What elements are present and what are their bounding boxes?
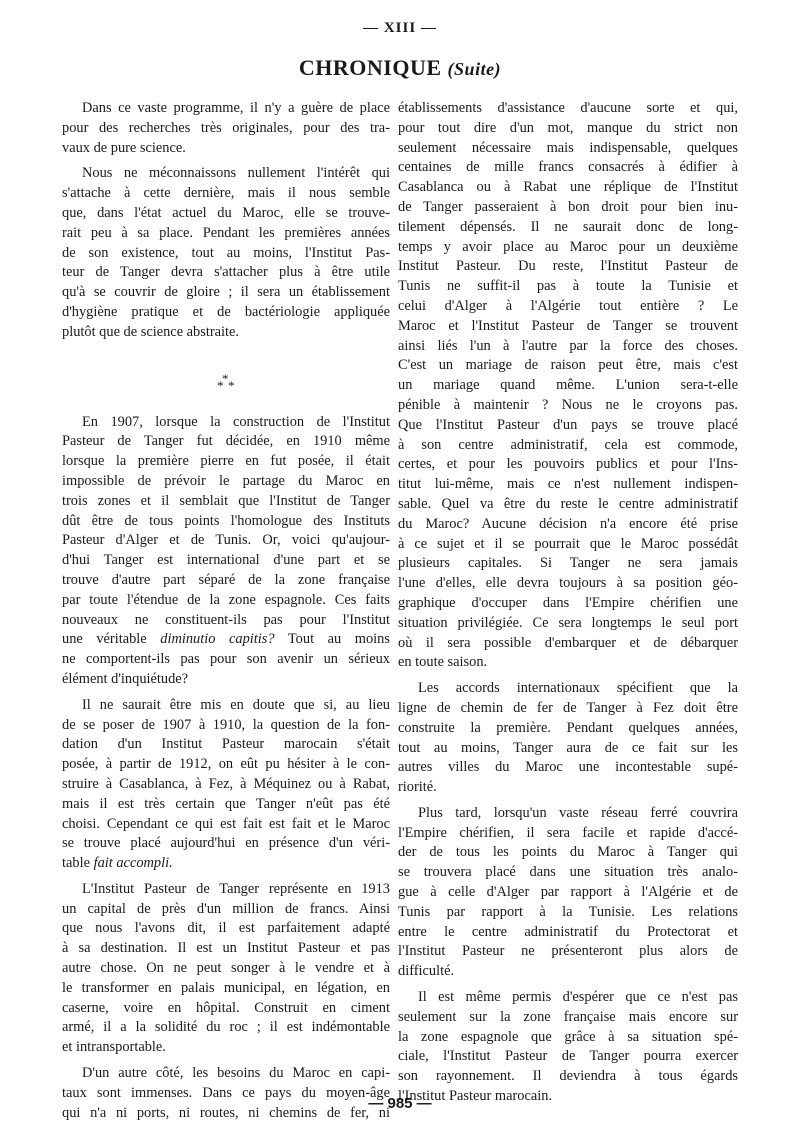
text-line: l'Empire chérifien, il sera facile et rapide d'accé- — [398, 824, 738, 841]
text-line: sable. Quel va être du reste le centre administratif — [398, 495, 738, 512]
text-line: certes, et pour les pouvoirs publics et pour l'Ins- — [398, 456, 738, 473]
title-suffix: (Suite) — [447, 59, 502, 79]
asterism-star: * — [222, 370, 229, 386]
text-line: d'hui Tanger est international d'une part et se — [62, 552, 390, 569]
text-line: qui n'a ni ports, ni routes, ni chemins de fer, ni — [62, 1104, 390, 1121]
text-line: ne comportent-ils pas pour son avenir un sérieux — [62, 651, 390, 668]
text-line: armé, il a la solidité du roc ; il est indémontable — [62, 1019, 390, 1036]
paragraph — [398, 804, 738, 982]
paragraph — [62, 1064, 390, 1123]
text-segment: Tout au moins — [274, 631, 390, 648]
text-line: difficulté. — [398, 963, 455, 980]
right-column — [398, 99, 738, 1113]
italic-phrase: fait accompli. — [93, 855, 173, 872]
paragraph — [62, 164, 390, 342]
text-line: à ce sujet et il se pourrait que le Maroc possédât — [398, 535, 738, 552]
text-line: plutôt que de science abstraite. — [62, 323, 240, 340]
text-line: se trouve placé aujourd'hui en présence d'un véri- — [62, 835, 390, 852]
page-title — [0, 55, 800, 81]
text-line: caserne, voire en hôpital. Construit en ciment — [62, 999, 390, 1016]
text-line: pénible à maintenir ? Nous ne le croyons pas. — [398, 396, 738, 413]
text-line — [62, 630, 390, 650]
paragraph — [62, 99, 390, 158]
text-line: Pasteur d'Alger et de Tunis. Or, voici qu'aujour- — [62, 532, 390, 549]
text-line: où il sera possible d'embarquer et de débarquer — [398, 634, 738, 651]
text-line: ainsi liés l'un à l'autre par la force des choses. — [398, 337, 738, 354]
text-line: le transformer en palais municipal, en légation, en — [62, 979, 390, 996]
text-line: trouve d'autre part séparé de la zone française — [62, 571, 390, 588]
text-line: qu'à se couvrir de gloire ; il sera un établissement — [62, 284, 390, 301]
text-line: Casablanca ou à Rabat une réplique de l'Institut — [398, 179, 738, 196]
text-segment: table — [62, 855, 94, 872]
text-line: dût être de tous points l'homologue des Instituts — [62, 512, 390, 529]
paragraph — [62, 413, 390, 690]
text-line: Dans ce vaste programme, il n'y a guère de place — [82, 100, 390, 116]
text-line: l'une d'elles, elle devra toujours à sa position géo- — [398, 575, 738, 592]
text-line: l'Institut Pasteur ne présenteront plus alors de — [398, 943, 738, 960]
text-line: Maroc et l'Institut Pasteur de Tanger se trouvent — [398, 317, 738, 334]
text-line: Tunis ne suffit-il pas à toute la Tunisie et — [398, 278, 738, 295]
text-line — [62, 854, 390, 874]
text-line: se trouvera placé dans une situation très analo- — [398, 864, 738, 881]
text-line: que, dans l'état actuel du Maroc, elle se trouve- — [62, 204, 390, 221]
text-segment: une véritable — [62, 631, 161, 648]
text-line: Pasteur de Tanger fut décidée, en 1910 même — [62, 433, 390, 450]
text-line: que nous l'avons dit, il est parfaitement adapté — [62, 920, 390, 937]
text-line: posée, à partir de 1912, on eût pu hésiter à le con- — [62, 756, 390, 773]
text-line: celui d'Alger à l'Algérie tout entière ? Le — [398, 297, 738, 314]
text-line: à sa destination. Il est un Institut Pasteur et pas — [62, 940, 390, 957]
text-line: Que l'Institut Pasteur d'un pays se trouve placé — [398, 416, 738, 433]
left-column — [62, 99, 390, 1129]
title-text: CHRONIQUE — [298, 55, 442, 80]
roman-page-folio: — XIII — — [363, 20, 437, 36]
paragraph — [398, 99, 738, 673]
text-line: son rayonnement. Il deviendra à tous égards — [398, 1068, 738, 1085]
paragraph — [398, 988, 738, 1107]
text-line: ligne de chemin de fer de Tanger à Fez doit être — [398, 699, 738, 716]
text-line: Les accords internationaux spécifient que la — [418, 680, 738, 697]
text-line: autre chose. On ne peut songer à le vendre et à — [62, 960, 390, 977]
text-line: Il est même permis d'espérer que ce n'est pas — [418, 989, 738, 1006]
text-line: graphique d'occuper dans l'Empire chérifien une — [398, 594, 738, 611]
text-line: et intransportable. — [62, 1039, 166, 1056]
text-line: tout au moins, Tanger aura de ce fait sur les — [398, 739, 738, 756]
text-line: lorsque la première pierre en fut posée, il était — [62, 453, 390, 470]
text-line: L'Institut Pasteur de Tanger représente en 1913 — [82, 880, 390, 897]
text-line: trois zones et il semblait que l'Institut de Tanger — [62, 492, 390, 509]
text-line: seulement nécessaire mais indispensable, quelques — [398, 139, 738, 156]
text-line: Plus tard, lorsqu'un vaste réseau ferré couvrira — [418, 804, 738, 821]
text-line: pour tout dire d'un mot, manque du strict non — [398, 119, 738, 136]
text-line: D'un autre côté, les besoins du Maroc en capi- — [82, 1065, 390, 1082]
text-line: rait peu à sa place. Pendant les premières années — [62, 224, 390, 241]
text-line: Nous ne méconnaissons nullement l'intérêt qui — [82, 165, 390, 182]
asterism-star: * — [228, 377, 235, 393]
text-line: autres villes du Maroc une incontestable supé- — [398, 759, 738, 776]
text-line: à son centre administratif, cela est commode, — [398, 436, 738, 453]
text-line: plusieurs capitales. Si Tanger ne sera jamais — [398, 555, 738, 572]
text-line: der de tous les points du Maroc à Tanger qui — [398, 844, 738, 861]
text-line: teur de Tanger devra s'attacher plus à être utile — [62, 264, 390, 281]
text-line: l'Institut Pasteur marocain. — [398, 1088, 553, 1105]
text-line: gue à celle d'Alger par rapport à l'Algérie et de — [398, 884, 738, 901]
text-line: temps y avoir place au Maroc pour un deuxième — [398, 238, 738, 255]
text-line: du Maroc? Aucune décision n'a encore été prise — [398, 515, 738, 532]
text-line: vaux de pure science. — [62, 139, 186, 156]
text-line: seulement sur la zone française mais encore sur — [398, 1008, 738, 1025]
text-line: C'est un mariage de raison peut être, mais c'est — [398, 357, 738, 374]
paragraph — [62, 880, 390, 1058]
text-line: par toute l'étendue de la zone espagnole. Ces faits — [62, 591, 390, 608]
text-line: la zone espagnole que grâce à sa situation spé- — [398, 1028, 738, 1045]
text-line: impossible de prévoir le partage du Maroc en — [62, 472, 390, 489]
text-line: titut lui-même, mais ce n'est nullement indispen- — [398, 476, 738, 493]
asterism-divider — [62, 349, 390, 413]
text-line: Il ne saurait être mis en doute que si, au lieu — [82, 696, 390, 713]
text-line: d'hygiène pratique et de bactériologie appliquée — [62, 303, 390, 320]
text-line: un capital de près d'un million de francs. Ainsi — [62, 900, 390, 917]
text-line: ciale, l'Institut Pasteur de Tanger pourra exercer — [398, 1048, 738, 1065]
text-line: Tunis par rapport à la Tunisie. Les relations — [398, 903, 738, 920]
text-line: tilement dépensés. Il ne saurait donc de long- — [398, 218, 738, 235]
text-line: struire à Casablanca, à Fez, à Méquinez ou à Rabat, — [62, 775, 390, 792]
text-line: en toute saison. — [398, 654, 488, 671]
text-line: Institut Pasteur. Du reste, l'Institut Pasteur de — [398, 258, 738, 275]
text-line: taux sont immenses. Dans ce pays du moyen-âge — [62, 1084, 390, 1101]
asterism-star: * — [217, 377, 224, 393]
text-line: de se poser de 1907 à 1910, la question de la fon- — [62, 716, 390, 733]
text-line: situation privilégiée. Ce sera longtemps le seul port — [398, 614, 738, 631]
text-line: riorité. — [398, 779, 437, 796]
italic-phrase: diminutio capitis? — [160, 631, 275, 648]
paragraph — [398, 679, 738, 798]
text-line: nouveaux ne constituent-ils pas pour l'Institut — [62, 611, 390, 628]
page-number: — 985 — — [368, 1095, 432, 1112]
text-line: élément d'inquiétude? — [62, 670, 189, 687]
text-line: entre le centre administratif du Protectorat et — [398, 923, 738, 940]
text-line: mais il est très certain que Tanger n'eût pas été — [62, 795, 390, 812]
text-line: choisi. Cependant ce qui est fait est fait et le Maroc — [62, 815, 390, 832]
paragraph — [62, 696, 390, 874]
text-line: établissements d'assistance d'aucune sorte et qui, — [398, 100, 738, 116]
text-line: dation d'un Institut Pasteur marocain s'était — [62, 736, 390, 753]
text-line: s'attache à cette dernière, mais il nous semble — [62, 185, 390, 202]
text-line: de son existence, tout au moins, l'Institut Pas- — [62, 244, 390, 261]
text-line: un mariage quand même. L'union sera-t-elle — [398, 377, 738, 394]
text-line: centaines de mille francs consacrés à édifier à — [398, 159, 738, 176]
text-line: pour des recherches très originales, pour des tra- — [62, 119, 390, 136]
text-line: construite la première. Pendant quelques années, — [398, 719, 738, 736]
text-line: de Tanger passeraient à bon droit pour bien inu- — [398, 198, 738, 215]
text-line: En 1907, lorsque la construction de l'Institut — [82, 413, 390, 430]
